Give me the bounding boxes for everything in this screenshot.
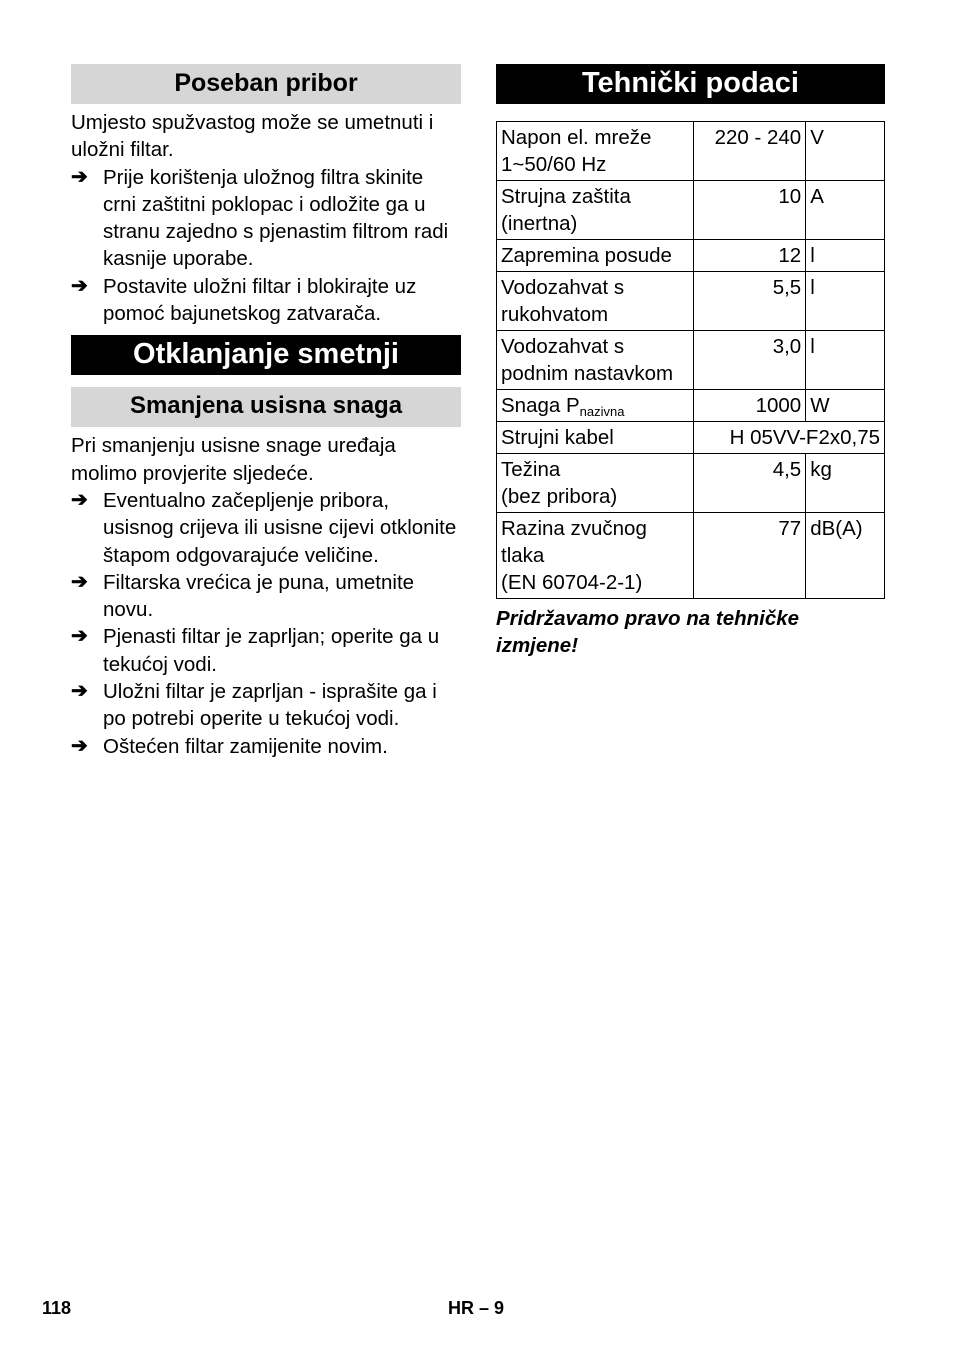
note-technical-changes: Pridržavamo pravo na tehničke izmjene!	[496, 607, 800, 657]
spec-unit: A	[806, 181, 885, 240]
paragraph-intro-accessory: Umjesto spužvastog može se umetnuti i uložni filtar.	[71, 111, 434, 162]
arrow-right-icon: ➔	[71, 274, 88, 297]
list-item: ➔ Uložni filtar je zaprljan - isprašite ga i po potrebi operite u tekućoj vodi.	[71, 680, 437, 731]
spec-label: Razina zvučnog tlaka (EN 60704-2-1)	[497, 513, 694, 599]
right-column	[496, 64, 885, 659]
spec-value: 1000	[693, 390, 805, 422]
list-item: ➔ Eventualno začepljenje pribora, usisnog crijeva ili usisne cijevi otklonite štapom odgovarajuće veličine.	[71, 488, 457, 567]
list-item: ➔ Oštećen filtar zamijenite novim.	[71, 733, 461, 760]
arrow-right-icon: ➔	[71, 680, 88, 703]
spec-unit: dB(A)	[806, 513, 885, 599]
spec-unit: kg	[806, 454, 885, 513]
spec-label: Napon el. mreže 1~50/60 Hz	[497, 122, 694, 181]
spec-value: 77	[693, 513, 805, 599]
left-column	[71, 64, 461, 760]
table-row	[497, 422, 885, 454]
table-row	[497, 272, 885, 331]
spec-label: Težina (bez pribora)	[497, 454, 694, 513]
spec-unit: l	[806, 331, 885, 390]
accessory-steps	[71, 164, 461, 328]
table-row	[497, 240, 885, 272]
table-row	[497, 181, 885, 240]
spec-label: Strujna zaštita (inertna)	[497, 181, 694, 240]
table-row	[497, 122, 885, 181]
spec-value: 10	[693, 181, 805, 240]
spec-label: Vodozahvat s podnim nastavkom	[497, 331, 694, 390]
arrow-right-icon: ➔	[71, 165, 88, 188]
heading-otklanjanje-smetnji: Otklanjanje smetnji	[71, 335, 461, 375]
spec-label: Strujni kabel	[497, 422, 694, 454]
page-number: 118	[42, 1298, 72, 1318]
spec-unit: l	[806, 240, 885, 272]
arrow-right-icon: ➔	[71, 570, 88, 593]
spec-value: 220 - 240	[693, 122, 805, 181]
spec-value: 5,5	[693, 272, 805, 331]
spec-value: 3,0	[693, 331, 805, 390]
spec-label: Vodozahvat s rukohvatom	[497, 272, 694, 331]
spec-label-subscript: nazivna	[579, 404, 625, 419]
paragraph-intro-troubleshoot: Pri smanjenju usisne snage uređaja molimo provjerite sljedeće.	[71, 434, 396, 485]
list-item: ➔ Filtarska vrećica je puna, umetnite novu.	[71, 570, 415, 622]
spec-table	[496, 121, 885, 599]
table-row	[497, 454, 885, 513]
list-item: ➔ Postavite uložni filtar i blokirajte uz pomoć bajunetskog zatvarača.	[71, 274, 417, 326]
heading-smanjena-usisna-snaga: Smanjena usisna snaga	[71, 387, 461, 427]
spec-unit: l	[806, 272, 885, 331]
list-item: ➔ Prije korištenja uložnog filtra skinite crni zaštitni poklopac i odložite ga u stranu zajedno s pjenastim filtrom radi kasnije uporabe.	[71, 165, 449, 271]
table-row	[497, 331, 885, 390]
table-row	[497, 513, 885, 599]
arrow-right-icon: ➔	[71, 625, 88, 648]
troubleshoot-steps	[71, 487, 461, 760]
arrow-right-icon: ➔	[71, 734, 88, 757]
heading-poseban-pribor: Poseban pribor	[71, 64, 461, 104]
spec-unit: W	[806, 390, 885, 422]
spec-unit: V	[806, 122, 885, 181]
arrow-right-icon: ➔	[71, 488, 88, 511]
language-page-marker: HR – 9	[448, 1298, 505, 1318]
list-item: ➔ Pjenasti filtar je zaprljan; operite ga u tekućoj vodi.	[71, 625, 440, 676]
heading-tehnicki-podaci: Tehnički podaci	[496, 64, 885, 104]
spec-label: Snaga $P_{nazivna}$	[497, 390, 694, 422]
table-row	[497, 390, 885, 422]
spec-label: Zapremina posude	[497, 240, 694, 272]
spec-value: 4,5	[693, 454, 805, 513]
spec-value: H 05VV-F2x0,75	[693, 422, 884, 454]
spec-value: 12	[693, 240, 805, 272]
